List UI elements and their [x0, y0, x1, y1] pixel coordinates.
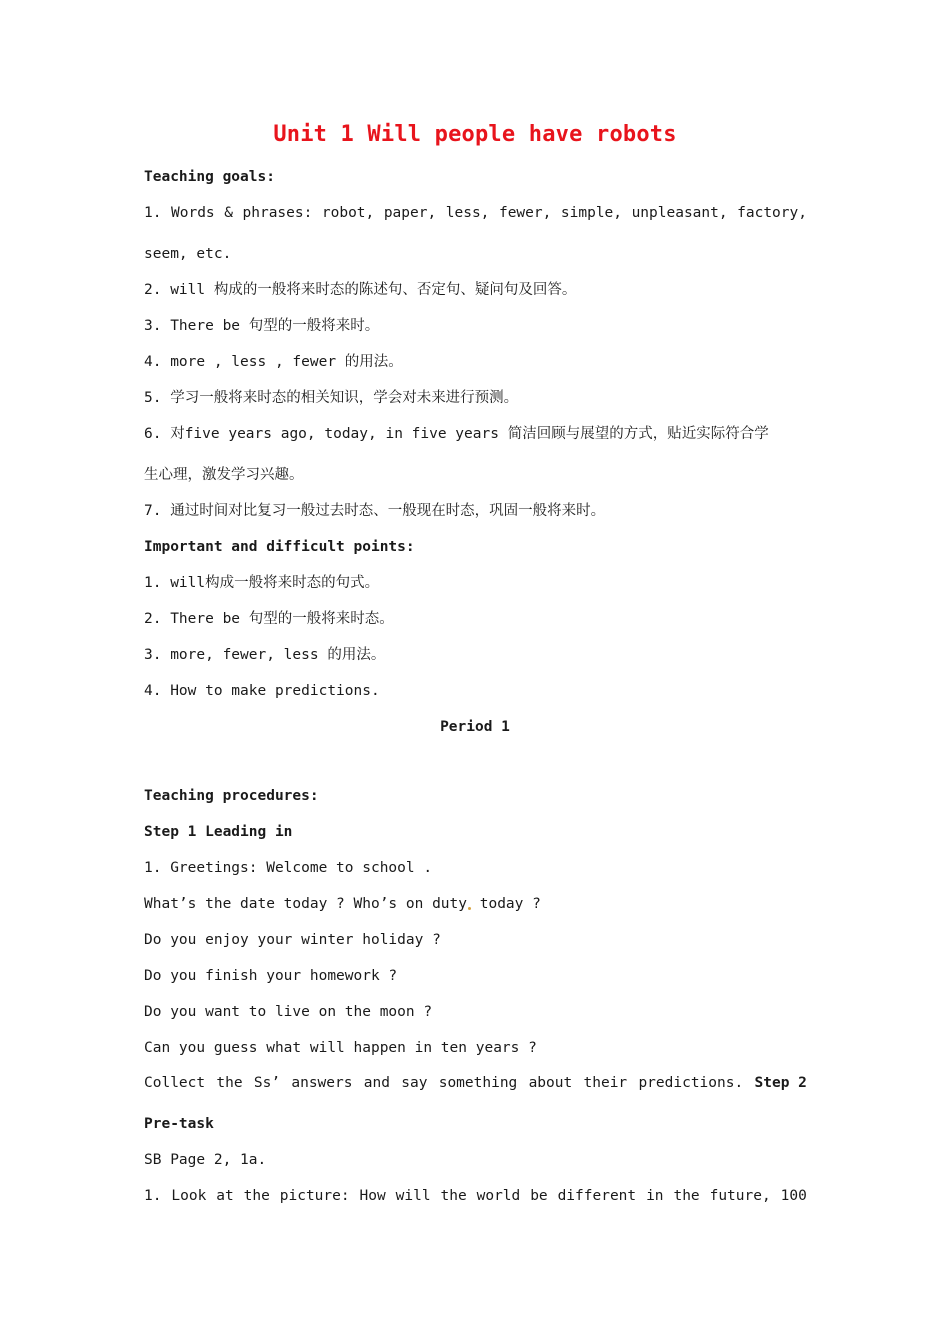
- point-4: 4. How to make predictions.: [144, 683, 380, 699]
- goal-1-line: [144, 203, 807, 223]
- pre-task-heading: Pre-task: [144, 1116, 214, 1132]
- procedure-line-7: [144, 1073, 807, 1093]
- important-points-heading: Important and difficult points:: [144, 539, 415, 555]
- word: &: [224, 205, 233, 221]
- word: less,: [445, 205, 490, 221]
- word: different: [557, 1188, 637, 1204]
- word: the: [673, 1188, 700, 1204]
- goal-2: 2. will 构成的一般将来时态的陈述句、否定句、疑问句及回答。: [144, 282, 577, 298]
- word: robot,: [321, 205, 375, 221]
- word: phrases:: [242, 205, 313, 221]
- word: Ss’: [253, 1075, 281, 1091]
- point-2: 2. There be 句型的一般将来时态。: [144, 611, 394, 627]
- word: How: [359, 1188, 386, 1204]
- procedures-heading: Teaching procedures:: [144, 788, 319, 804]
- procedure-line-4: Do you finish your homework ?: [144, 968, 398, 984]
- word: fewer,: [498, 205, 552, 221]
- text: What’s the date today ? Who’s on duty: [144, 896, 468, 912]
- word: about: [528, 1075, 573, 1091]
- word: factory,: [737, 205, 807, 221]
- point-1: 1. will构成一般将来时态的句式。: [144, 575, 380, 591]
- word: Collect: [144, 1075, 206, 1091]
- word: will: [395, 1188, 431, 1204]
- word: the: [243, 1188, 270, 1204]
- step-2-heading: Step 2: [754, 1075, 807, 1091]
- word: Words: [171, 205, 215, 221]
- word: the: [440, 1188, 467, 1204]
- word: answers: [291, 1075, 353, 1091]
- word: picture:: [279, 1188, 350, 1204]
- word: in: [646, 1188, 664, 1204]
- text: today ?: [471, 896, 541, 912]
- word: something: [438, 1075, 518, 1091]
- point-3: 3. more, fewer, less 的用法。: [144, 647, 386, 663]
- word: at: [216, 1188, 234, 1204]
- goal-4: 4. more , less , fewer 的用法。: [144, 354, 403, 370]
- procedure-last-line: [144, 1186, 807, 1206]
- word: and: [363, 1075, 390, 1091]
- procedure-line-1: 1. Greetings: Welcome to school .: [144, 860, 433, 876]
- word: unpleasant,: [631, 205, 728, 221]
- word: 1.: [144, 205, 162, 221]
- goal-7: 7. 通过时间对比复习一般过去时态、一般现在时态，巩固一般将来时。: [144, 503, 606, 519]
- word: future,: [709, 1188, 771, 1204]
- word: simple,: [560, 205, 623, 221]
- word: say: [401, 1075, 428, 1091]
- goal-6-continuation: 生心理，激发学习兴趣。: [144, 467, 304, 483]
- period-heading: Period 1: [440, 719, 510, 735]
- goal-6: 6. 对five years ago, today, in five years 简洁回顾与展望的方式，贴近实际符合学: [144, 426, 769, 442]
- procedure-line-5: Do you want to live on the moon ?: [144, 1004, 433, 1020]
- word: the: [216, 1075, 243, 1091]
- teaching-goals-heading: Teaching goals:: [144, 169, 275, 185]
- word: predictions.: [638, 1075, 744, 1091]
- word: be: [530, 1188, 548, 1204]
- document-title: Unit 1 Will people have robots: [273, 122, 677, 147]
- goal-5: 5. 学习一般将来时态的相关知识，学会对未来进行预测。: [144, 390, 519, 406]
- goal-3: 3. There be 句型的一般将来时。: [144, 318, 380, 334]
- word: 1.: [144, 1188, 162, 1204]
- goal-1-continuation: seem, etc.: [144, 246, 232, 262]
- word: Look: [171, 1188, 207, 1204]
- word: 100: [780, 1188, 807, 1204]
- procedure-line-6: Can you guess what will happen in ten years ?: [144, 1040, 537, 1056]
- word: their: [583, 1075, 628, 1091]
- procedure-line-3: Do you enjoy your winter holiday ?: [144, 932, 441, 948]
- word: paper,: [383, 205, 437, 221]
- sb-page-line: SB Page 2, 1a.: [144, 1152, 267, 1168]
- step-1-heading: Step 1 Leading in: [144, 824, 293, 840]
- procedure-line-2: [144, 894, 807, 914]
- word: world: [476, 1188, 521, 1204]
